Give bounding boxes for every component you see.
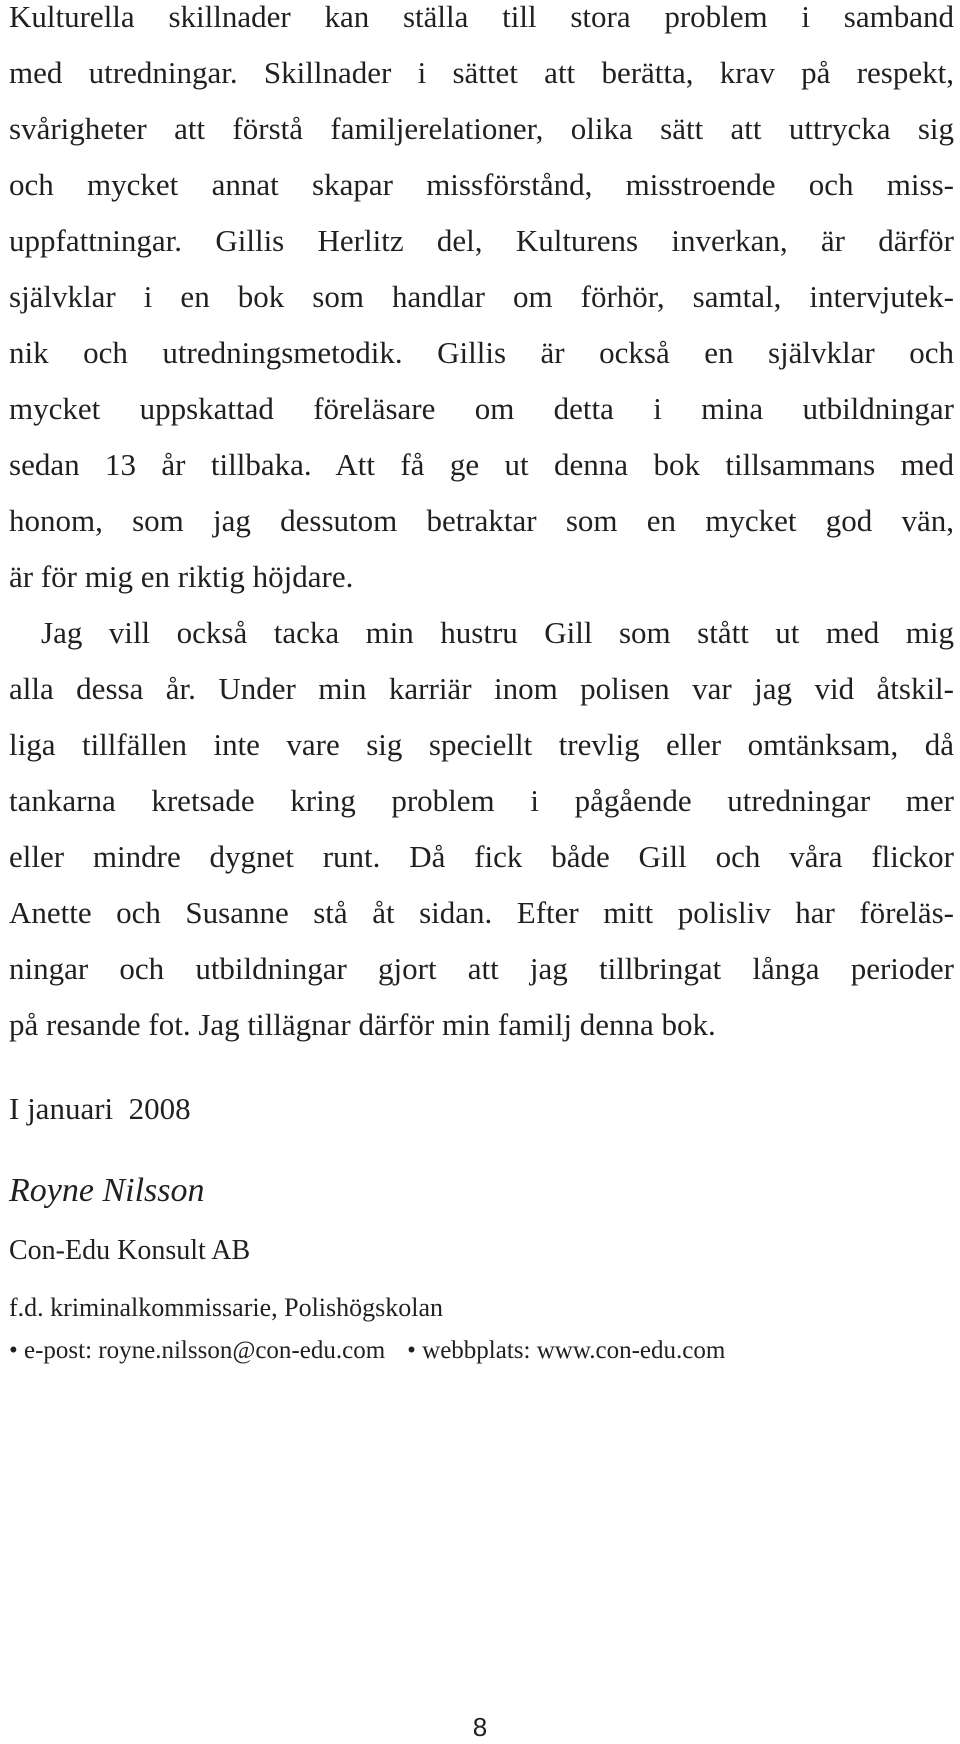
text-line: Anette och Susanne stå åt sidan. Efter mitt polisliv har föreläs- — [9, 895, 954, 930]
text-line: eller mindre dygnet runt. Då fick både Gill och våra flickor — [9, 839, 954, 874]
page-number: 8 — [472, 1712, 488, 1742]
text-line: svårigheter att förstå familjerelationer, olika sätt att uttrycka sig — [9, 111, 954, 146]
date-line: I januari 2008 — [9, 1091, 191, 1126]
text-line: mycket uppskattad föreläsare om detta i mina utbildningar — [9, 391, 954, 426]
text-line: liga tillfällen inte vare sig speciellt trevlig eller omtänksam, då — [9, 727, 954, 762]
text-line: alla dessa år. Under min karriär inom polisen var jag vid åtskil- — [9, 671, 954, 706]
website-contact: • webbplats: www.con-edu.com — [407, 1337, 726, 1364]
text-line: sedan 13 år tillbaka. Att få ge ut denna bok tillsammans med — [9, 447, 954, 482]
email-contact: • e-post: royne.nilsson@con-edu.com — [9, 1337, 386, 1364]
text-line: uppfattningar. Gillis Herlitz del, Kulturens inverkan, är därför — [9, 223, 954, 258]
text-line: ningar och utbildningar gjort att jag tillbringat långa perioder — [9, 951, 954, 986]
text-line: tankarna kretsade kring problem i pågående utredningar mer — [9, 783, 954, 818]
text-line: honom, som jag dessutom betraktar som en mycket god vän, — [9, 503, 954, 538]
text-line: självklar i en bok som handlar om förhör, samtal, intervjutek- — [9, 279, 954, 314]
text-line: med utredningar. Skillnader i sättet att berätta, krav på respekt, — [9, 55, 954, 90]
text-line: Jag vill också tacka min hustru Gill som stått ut med mig — [41, 615, 954, 650]
text-line: på resande fot. Jag tillägnar därför min familj denna bok. — [9, 1007, 716, 1042]
text-line: och mycket annat skapar missförstånd, misstroende och miss- — [9, 167, 954, 202]
text-line: är för mig en riktig höjdare. — [9, 559, 354, 594]
author-title: f.d. kriminalkommissarie, Polishögskolan — [9, 1293, 444, 1322]
body-text — [9, 0, 954, 1056]
text-line: nik och utredningsmetodik. Gillis är också en självklar och — [9, 335, 954, 370]
author-signature: Royne Nilsson — [9, 1172, 205, 1209]
company-name: Con-Edu Konsult AB — [9, 1235, 251, 1266]
text-line: Kulturella skillnader kan ställa till stora problem i samband — [9, 0, 954, 34]
contact-line — [9, 1334, 725, 1368]
